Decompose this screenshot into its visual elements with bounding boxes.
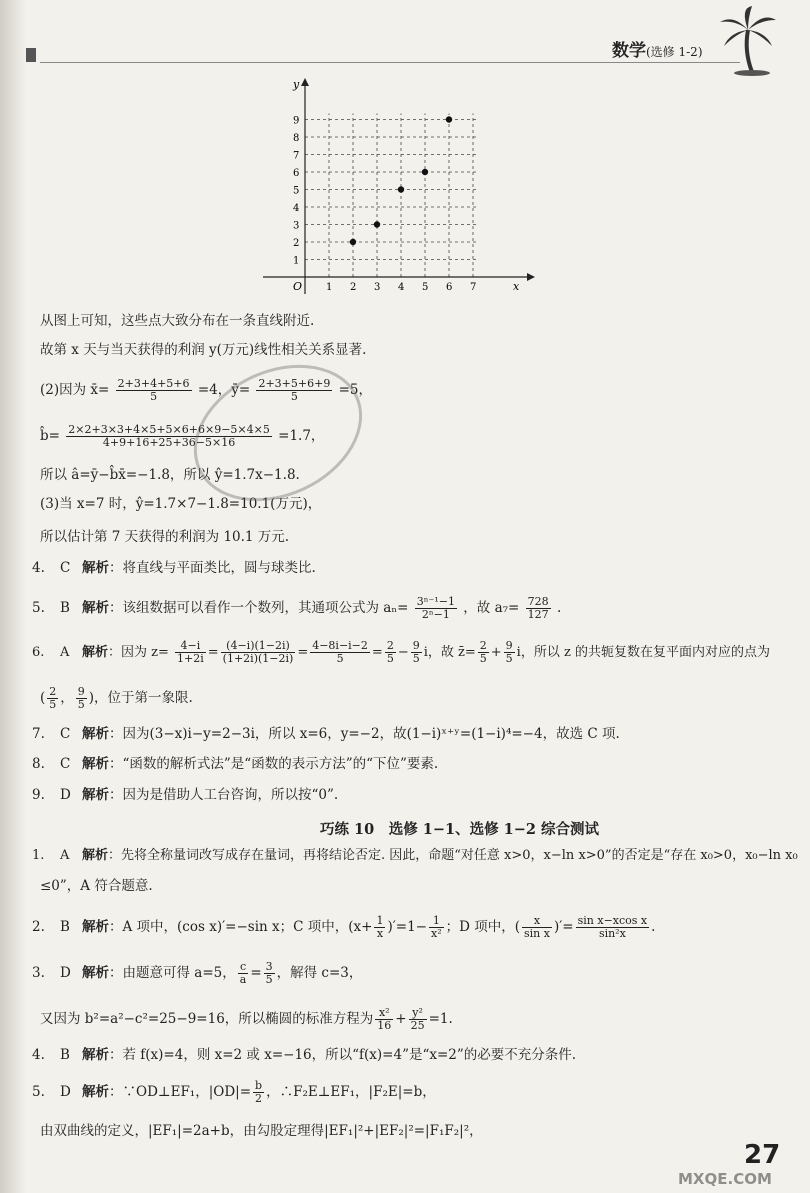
y-tick-label: 1 [293,255,300,267]
frac-num: 3 [265,960,273,973]
y-tick-label: 2 [293,238,300,249]
frac-num: 9 [505,639,513,652]
item-keyword: 解析 [82,645,109,660]
data-point [398,186,404,192]
q6-fraction-2 [221,640,296,665]
item-keyword: 解析 [82,919,109,935]
frac-den: 16 [377,1019,392,1032]
item-text: ( [40,690,46,706]
item-number: 5. [32,1084,45,1100]
x-tick-labels [326,282,476,293]
item-text: ：将直线与平面类比，圆与球类比. [109,560,316,576]
frac-num: 728 [527,595,549,608]
palm-tree-icon [718,6,778,76]
scatter-graph [255,72,535,297]
y-axis-label: y [293,78,300,91]
p2-fraction-1 [374,915,385,940]
answer2-item-5 [32,1080,436,1105]
item-text: + [490,645,502,660]
p3-fraction-1 [238,961,249,986]
frac-num: (4−i)(1−2i) [221,640,296,653]
item-keyword: 解析 [82,600,109,616]
answer-item-5 [32,596,561,621]
item-keyword: 解析 [82,560,109,576]
item-text: = [207,645,219,660]
frac-den: 5 [479,652,487,665]
frac-den: 5 [150,390,158,403]
frac-num: 9 [412,639,420,652]
text-line-1: 从图上可知，这些点大致分布在一条直线附近. [40,313,315,329]
answer-item-8 [32,755,438,773]
frac-den: 127 [527,608,549,621]
p2-fraction-3 [522,915,552,940]
item-text: )，位于第一象限. [88,690,193,706]
graph-grid [305,114,479,278]
item-keyword: 解析 [82,726,109,742]
item-number: 6. [32,645,45,660]
frac-den: 4+9+16+25+36−5×16 [102,436,236,449]
frac-den: a [239,973,247,986]
page-number: 27 [744,1140,781,1170]
frac-num: y² [409,1007,427,1020]
item-keyword: 解析 [82,965,109,981]
header-subtitle: (选修 1-2) [646,45,703,59]
l3-part-c: =5， [338,382,373,398]
item-text: ：若 f(x)=4，则 x=2 或 x=−16，所以“f(x)=4”是“x=2”的必要不充分条件. [109,1047,577,1063]
l3-fraction-1 [116,378,192,403]
frac-den: 25 [410,1019,425,1032]
frac-den: 1+2i [177,652,204,665]
item-text: ：“函数的解析式法”是“函数的表示方法”的“下位”要素. [109,756,439,772]
y-axis-arrow-icon [301,78,309,86]
item-text: ：因为是借助人工台咨询，所以按“0”. [109,787,339,803]
item-number: 3. [32,965,45,981]
frac-num: 3ⁿ⁻¹−1 [416,595,455,608]
answer2-item-1-cont: ≤0”，A 符合题意. [40,878,153,894]
frac-den: 2 [255,1092,263,1105]
header-title-text: 数学 [612,41,646,61]
text-line-7: 所以估计第 7 天获得的利润为 10.1 万元. [40,529,290,545]
q5-fraction-2 [526,596,551,621]
item-answer: D [60,787,71,803]
item-number: 8. [32,756,45,772]
q6-fraction-1 [175,640,206,665]
x-tick-label: 3 [374,282,381,293]
x-tick-label: 5 [422,282,429,293]
answer2-item-1 [32,847,798,865]
item-number: 4. [32,560,45,576]
item-keyword: 解析 [82,1084,109,1100]
q6-fraction-6 [478,640,489,665]
item-number: 2. [32,919,45,935]
watermark-corner-text: MXQE.COM [678,1170,772,1188]
p3b-fraction-1 [375,1007,393,1032]
x-tick-label: 7 [470,282,477,293]
item-answer: B [60,600,70,616]
data-point [350,239,356,245]
data-point [374,221,380,227]
q6b-fraction-1 [47,686,58,711]
item-text: = [250,965,262,981]
item-text: )′= [553,919,574,935]
q5-fraction-1 [415,596,457,621]
frac-den: 5 [49,698,57,711]
item-text: + [395,1011,407,1027]
item-answer: C [60,756,71,772]
data-point [422,169,428,175]
item-answer: D [60,965,71,981]
frac-num: 2 [479,639,487,652]
q6-fraction-5 [411,640,422,665]
item-answer: C [60,726,71,742]
item-keyword: 解析 [82,787,109,803]
frac-num: c [238,961,249,974]
frac-num: 2+3+5+6+9 [258,377,331,390]
header-rule [40,62,740,63]
item-keyword: 解析 [82,1047,109,1063]
answer-item-9 [32,786,338,804]
frac-den: 5 [336,652,344,665]
item-text: ：因为(3−x)i−y=2−3i，所以 x=6，y=−2，故(1−i)ˣ⁺ʸ=(1−i)⁴=−4，故选 C 项. [109,726,620,742]
l3-part-a: (2)因为 x̄= [40,382,110,398]
frac-den: 2ⁿ−1 [421,608,450,621]
item-text: = [297,645,309,660]
x-tick-label: 4 [398,282,405,293]
frac-den: 5 [505,652,513,665]
item-number: 4. [32,1047,45,1063]
item-text: ：因为 z= [108,645,169,660]
data-point [446,116,452,122]
item-text: =1. [428,1011,453,1027]
frac-den: sin²x [598,927,626,940]
item-answer: D [60,1084,71,1100]
item-text: ：A 项中，(cos x)′=−sin x；C 项中，(x+ [109,919,373,935]
frac-den: 5 [290,390,298,403]
frac-num: 9 [77,685,85,698]
item-answer: C [60,560,71,576]
y-tick-label: 7 [293,150,300,162]
item-keyword: 解析 [82,756,109,772]
frac-num: 1 [429,915,444,928]
item-text: ：由题意可得 a=5， [109,965,236,981]
item-text: 又因为 b²=a²−c²=25−9=16，所以椭圆的标准方程为 [40,1011,374,1027]
frac-num: b [255,1079,263,1092]
answer2-item-4 [32,1046,576,1064]
item-text: − [397,645,409,660]
section-title: 巧练 10 选修 1−1、选修 1−2 综合测试 [320,821,600,838]
p2-fraction-4 [576,915,650,940]
answer2-item-5-cont: 由双曲线的定义，|EF₁|=2a+b，由勾股定理得|EF₁|²+|EF₂|²=|F₁F₂|²， [40,1123,483,1139]
frac-num: 4−i [175,640,206,653]
answer-item-4 [32,559,316,577]
p3-fraction-2 [264,961,275,986]
item-answer: B [60,1047,70,1063]
l4-part-b: =1.7， [278,428,325,444]
item-number: 7. [32,726,45,742]
item-text: )′=1− [387,919,427,935]
margin-tab-mark [26,48,36,62]
item-text: ：该组数据可以看作一个数列，其通项公式为 aₙ= [109,600,409,616]
item-text: ；D 项中，( [445,919,521,935]
item-answer: B [60,919,70,935]
item-text: . [651,919,656,935]
text-line-5: 所以 â=ȳ−b̂x̄=−1.8，所以 ŷ=1.7x−1.8. [40,467,300,483]
y-tick-label: 9 [293,115,300,127]
q6-fraction-7 [504,640,515,665]
frac-den: sin x [524,927,550,940]
q6b-fraction-2 [76,686,87,711]
item-text: i，故 z̄= [423,645,476,660]
frac-num: 2 [49,685,57,698]
text-line-6: (3)当 x=7 时，ŷ=1.7×7−1.8=10.1(万元)， [40,496,322,512]
p2-fraction-2 [429,915,444,940]
frac-den: x [376,927,384,940]
frac-num: 2+3+4+5+6 [117,377,190,390]
p5-fraction-1 [253,1080,264,1105]
text-line-2: 故第 x 天与当天获得的利润 y(万元)线性相关关系显著. [40,342,367,358]
item-text: = [371,645,383,660]
frac-num: 4−8i−i−2 [312,639,368,652]
item-number: 9. [32,787,45,803]
y-tick-label: 4 [293,203,300,214]
frac-num: x [522,915,552,928]
q6-fraction-4 [385,640,396,665]
y-tick-label: 8 [293,133,300,144]
answer-item-7 [32,725,620,743]
frac-den: x² [431,927,442,940]
frac-num: 1 [376,914,384,927]
x-axis-label: x [513,280,520,293]
frac-den: 5 [265,973,273,986]
y-tick-label: 6 [293,168,300,179]
item-text: ， [60,690,74,706]
frac-den: 5 [77,698,85,711]
frac-num: sin x−xcos x [577,914,648,927]
item-text: ，解得 c=3， [276,965,363,981]
answer2-item-3 [32,961,362,986]
l4-part-a: b̂= [40,428,60,444]
item-number: 5. [32,600,45,616]
y-tick-labels [293,116,299,267]
item-keyword: 解析 [82,848,109,863]
x-axis-arrow-icon [527,273,535,281]
x-tick-label: 2 [350,282,357,293]
answer2-item-3-cont [40,1007,453,1032]
item-text: . [556,600,562,616]
item-text: i，所以 z 的共轭复数在复平面内对应的点为 [516,645,770,660]
answer2-item-2 [32,915,655,940]
q6-fraction-3 [310,640,370,665]
item-answer: A [60,645,70,660]
origin-label: O [293,280,303,293]
y-tick-label: 5 [293,185,300,197]
item-answer: A [60,848,70,863]
p3b-fraction-2 [409,1007,427,1032]
item-number: 1. [32,848,45,863]
header-title [612,36,703,61]
frac-num: 2×2+3×3+4×5+5×6+6×9−5×4×5 [68,423,270,436]
frac-num: x² [375,1007,393,1020]
frac-den: 5 [386,652,394,665]
item-text: ：∵OD⊥EF₁，|OD|= [109,1084,252,1100]
l3-part-b: =4，ȳ= [197,382,251,398]
x-tick-label: 1 [326,282,333,293]
frac-den: (1+2i)(1−2i) [222,652,294,665]
frac-den: 5 [412,652,420,665]
answer-item-6 [32,640,770,665]
item-text: ，故 a₇= [463,600,520,616]
item-text: ：先将全称量词改写成存在量词，再将结论否定. 因此，命题“对任意 x>0，x−ln x>0”的否定是“存在 x₀>0，x₀−ln x₀ [108,848,798,863]
x-tick-label: 6 [446,282,453,293]
answer-item-6-cont [40,686,193,711]
y-tick-label: 3 [293,220,300,232]
frac-num: 2 [386,639,394,652]
page-binding-shadow [0,0,26,1193]
item-text: ，∴F₂E⊥EF₁，|F₂E|=b， [266,1084,436,1100]
